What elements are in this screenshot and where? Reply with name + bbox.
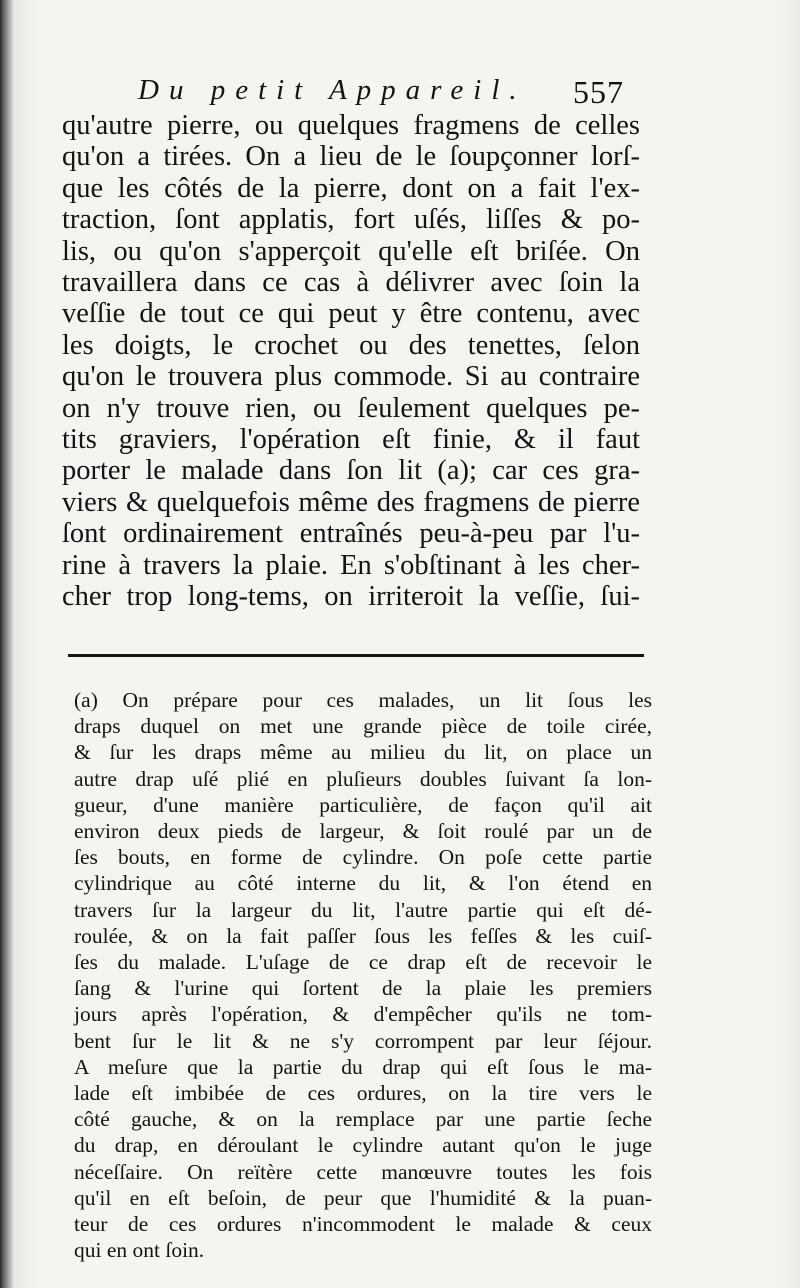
body-line: viers & quelquefois même des fragmens de pierre bbox=[62, 486, 640, 518]
body-line: rine à travers la plaie. En s'obſtinant à les cher- bbox=[62, 549, 640, 581]
footnote-line: (a) On prépare pour ces malades, un lit ſous les bbox=[74, 688, 652, 712]
body-line: que les côtés de la pierre, dont on a fait l'ex- bbox=[62, 172, 640, 204]
footnote-line: côté gauche, & on la remplace par une partie ſeche bbox=[74, 1107, 652, 1132]
footnote-line: draps duquel on met une grande pièce de toile cirée, bbox=[74, 714, 652, 739]
body-line: qu'on a tirées. On a lieu de le ſoupçonner lorſ- bbox=[62, 141, 640, 173]
footnote-line: du drap, en déroulant le cylindre autant qu'on le juge bbox=[74, 1133, 652, 1158]
footnote-line: & ſur les draps même au milieu du lit, on place un bbox=[74, 740, 652, 765]
footnote-line: travers ſur la largeur du lit, l'autre partie qui eſt dé- bbox=[74, 897, 652, 922]
footnote-divider bbox=[68, 654, 644, 657]
body-line: tits graviers, l'opération eſt finie, & il faut bbox=[62, 424, 640, 456]
body-line: cher trop long-tems, on irriteroit la veſſie, ſui- bbox=[62, 581, 640, 613]
body-line: qu'on le trouvera plus commode. Si au contraire bbox=[62, 361, 640, 393]
body-line: lis, ou qu'on s'apperçoit qu'elle eſt briſée. On bbox=[62, 235, 640, 267]
footnote-line: néceſſaire. On reïtère cette manœuvre toutes les fois bbox=[74, 1159, 652, 1184]
footnote-line: ſes du malade. L'uſage de ce drap eſt de recevoir le bbox=[74, 950, 652, 975]
footnote-line: ſang & l'urine qui ſortent de la plaie les premiers bbox=[74, 976, 652, 1001]
footnote bbox=[74, 687, 652, 1263]
page-header bbox=[138, 70, 638, 110]
body-line: traction, ſont applatis, fort uſés, liſſes & po- bbox=[62, 204, 640, 236]
footnote-line: lade eſt imbibée de ces ordures, on la tire vers le bbox=[74, 1081, 652, 1106]
footnote-line: gueur, d'une manière particulière, de façon qu'il ait bbox=[74, 792, 652, 817]
footnote-line: bent ſur le lit & ne s'y corrompent par leur ſéjour. bbox=[74, 1028, 652, 1053]
body-line: on n'y trouve rien, ou ſeulement quelques pe- bbox=[62, 392, 640, 424]
footnote-line: cylindrique au côté interne du lit, & l'on étend en bbox=[74, 871, 652, 896]
page-number: 557 bbox=[573, 74, 624, 110]
running-title: Du petit Appareil. bbox=[138, 74, 527, 106]
footnote-line: teur de ces ordures n'incommodent le malade & ceux bbox=[74, 1212, 652, 1237]
footnote-line: jours après l'opération, & d'empêcher qu'ils ne tom- bbox=[74, 1002, 652, 1027]
body-line: les doigts, le crochet ou des tenettes, ſelon bbox=[62, 329, 640, 361]
footnote-line: qui en ont ſoin. bbox=[74, 1238, 205, 1263]
body-text bbox=[62, 110, 640, 613]
footnote-line: environ deux pieds de largeur, & ſoit roulé par un de bbox=[74, 819, 652, 844]
footnote-line: roulée, & on la fait paſſer ſous les feſſes & les cuiſ- bbox=[74, 923, 652, 948]
body-line: travaillera dans ce cas à délivrer avec ſoin la bbox=[62, 267, 640, 299]
body-line: ſont ordinairement entraînés peu-à-peu par l'u- bbox=[62, 518, 640, 550]
footnote-line: ſes bouts, en forme de cylindre. On poſe cette partie bbox=[74, 845, 652, 870]
body-line: veſſie de tout ce qui peut y être contenu, avec bbox=[62, 298, 640, 330]
footnote-line: autre drap uſé plié en pluſieurs doubles ſuivant ſa lon- bbox=[74, 766, 652, 791]
body-line: porter le malade dans ſon lit (a); car ces gra- bbox=[62, 455, 640, 487]
body-line: qu'autre pierre, ou quelques fragmens de celles bbox=[62, 110, 640, 141]
footnote-line: A meſure que la partie du drap qui eſt ſous le ma- bbox=[74, 1054, 652, 1079]
footnote-line: qu'il en eſt beſoin, de peur que l'humidité & la puan- bbox=[74, 1185, 652, 1210]
